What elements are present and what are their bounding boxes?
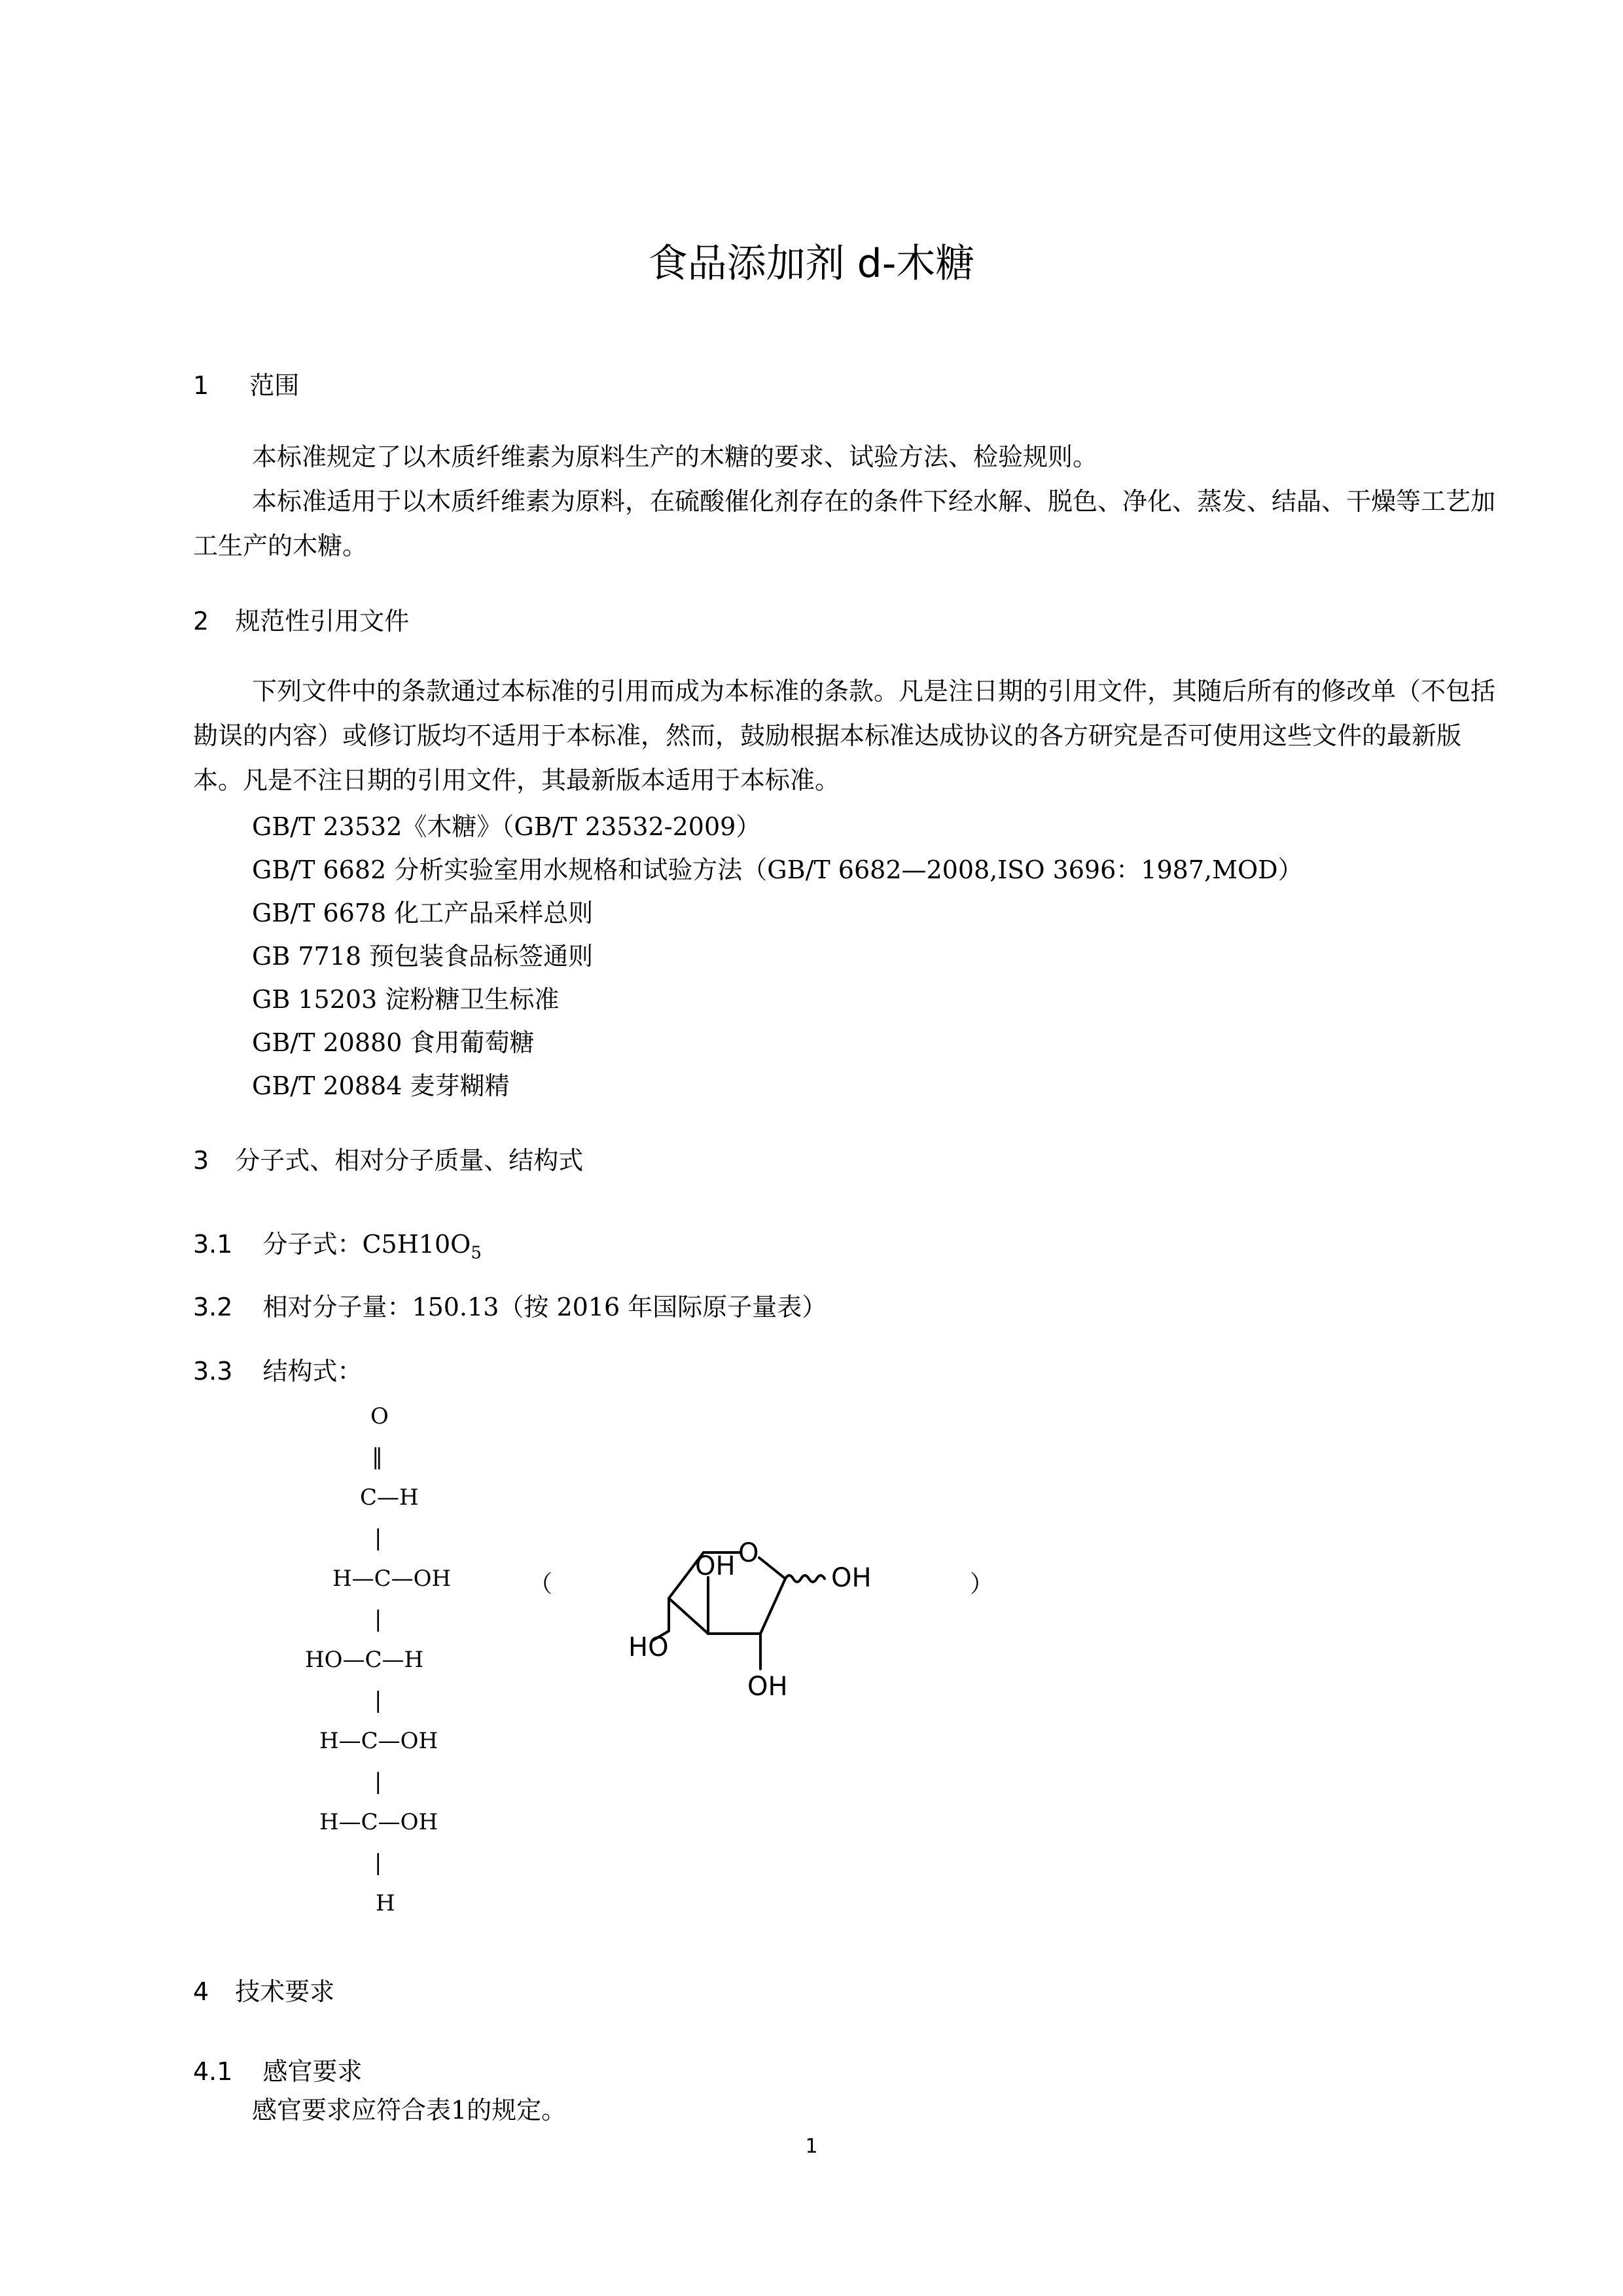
scope-paragraph-2: 本标准适用于以木质纤维素为原料，在硫酸催化剂存在的条件下经水解、脱色、净化、蒸发、结晶、干燥等工艺加工生产的木糖。 — [193, 487, 1496, 560]
document-title: 食品添加剂 d-木糖 — [648, 241, 975, 287]
section-number: 2 — [193, 607, 209, 636]
reference-item: GB/T 20880 食用葡萄糖 — [252, 1028, 535, 1057]
fischer-line: H—C—OH — [319, 1809, 438, 1835]
structural-formula-label: 结构式： — [262, 1357, 363, 1386]
subsection-number: 3.3 — [193, 1357, 233, 1386]
sensory-requirements-paragraph: 感官要求应符合表1的规定。 — [252, 2096, 567, 2125]
oh-label-bottom: OH — [747, 1672, 788, 1702]
subsection-number: 3.1 — [193, 1230, 233, 1259]
section-number: 4 — [193, 1977, 209, 2006]
section-title: 规范性引用文件 — [235, 607, 410, 636]
reference-item: GB 7718 预包装食品标签通则 — [252, 942, 594, 971]
section-title: 分子式、相对分子质量、结构式 — [235, 1146, 584, 1175]
ho-label-left: HO — [628, 1632, 669, 1662]
section-2-heading — [193, 601, 409, 637]
fischer-line: | — [374, 1606, 382, 1632]
section-4-heading — [193, 1971, 334, 2007]
fischer-line: H — [376, 1890, 395, 1916]
oh-label-right: OH — [831, 1563, 872, 1593]
section-1-heading — [193, 365, 299, 401]
fischer-line: | — [374, 1525, 382, 1551]
section-title: 技术要求 — [235, 1977, 335, 2006]
fischer-line: | — [374, 1850, 382, 1876]
fischer-line: H—C—OH — [319, 1728, 438, 1754]
fischer-line: HO—C—H — [305, 1647, 424, 1673]
section-number: 3 — [193, 1146, 209, 1175]
reference-item: GB/T 20884 麦芽糊精 — [252, 1071, 510, 1100]
reference-item: GB/T 6682 分析实验室用水规格和试验方法（GB/T 6682—2008,ISO 3696：1987,MOD） — [252, 855, 1303, 884]
subsection-number: 4.1 — [193, 2057, 233, 2086]
normative-references-paragraph: 下列文件中的条款通过本标准的引用而成为本标准的条款。凡是注日期的引用文件，其随后所有的修改单（不包括勘误的内容）或修订版均不适用于本标准，然而，鼓励根据本标准达成协议的各方研究是否可使用这些文件的最新版本。凡是不注日期的引用文件，其最新版本适用于本标准。 — [193, 677, 1496, 795]
close-parenthesis: ） — [970, 1571, 994, 1598]
fischer-line: | — [374, 1687, 382, 1713]
relative-molecular-mass: 相对分子量：150.13（按 2016 年国际原子量表） — [262, 1293, 827, 1321]
fischer-line: H—C—OH — [332, 1566, 452, 1592]
formula-subscript: 5 — [471, 1243, 482, 1263]
ring-oxygen-label: O — [738, 1538, 759, 1568]
ring-bond — [760, 1579, 785, 1634]
subsection-4-1-heading — [193, 2051, 362, 2087]
reference-item: GB/T 6678 化工产品采样总则 — [252, 899, 594, 927]
ring-bond — [669, 1598, 708, 1634]
reference-item: GB 15203 淀粉糖卫生标准 — [252, 985, 560, 1014]
fischer-line: ‖ — [372, 1444, 383, 1470]
open-parenthesis: （ — [529, 1571, 553, 1598]
subsection-number: 3.2 — [193, 1293, 233, 1321]
ring-bond — [759, 1558, 785, 1579]
subsection-3-3 — [193, 1351, 362, 1387]
subsection-title: 感官要求 — [262, 2057, 363, 2086]
reference-item: GB/T 23532《木糖》（GB/T 23532-2009） — [252, 812, 761, 841]
section-title: 范围 — [249, 371, 300, 400]
subsection-3-1 — [193, 1224, 482, 1263]
subsection-3-2 — [193, 1287, 827, 1323]
wavy-bond — [785, 1575, 825, 1582]
fischer-line: O — [370, 1403, 389, 1429]
page-number: 1 — [805, 2135, 818, 2158]
fischer-line: | — [374, 1768, 382, 1795]
molecular-formula: 分子式：C5H10O — [262, 1230, 471, 1259]
section-3-heading — [193, 1140, 583, 1176]
fischer-line: C—H — [360, 1484, 419, 1511]
section-number: 1 — [193, 371, 209, 400]
pyranose-ring-structure — [628, 1505, 916, 1721]
oh-label-top: OH — [695, 1551, 736, 1581]
scope-paragraph-1: 本标准规定了以木质纤维素为原料生产的木糖的要求、试验方法、检验规则。 — [252, 442, 1098, 471]
